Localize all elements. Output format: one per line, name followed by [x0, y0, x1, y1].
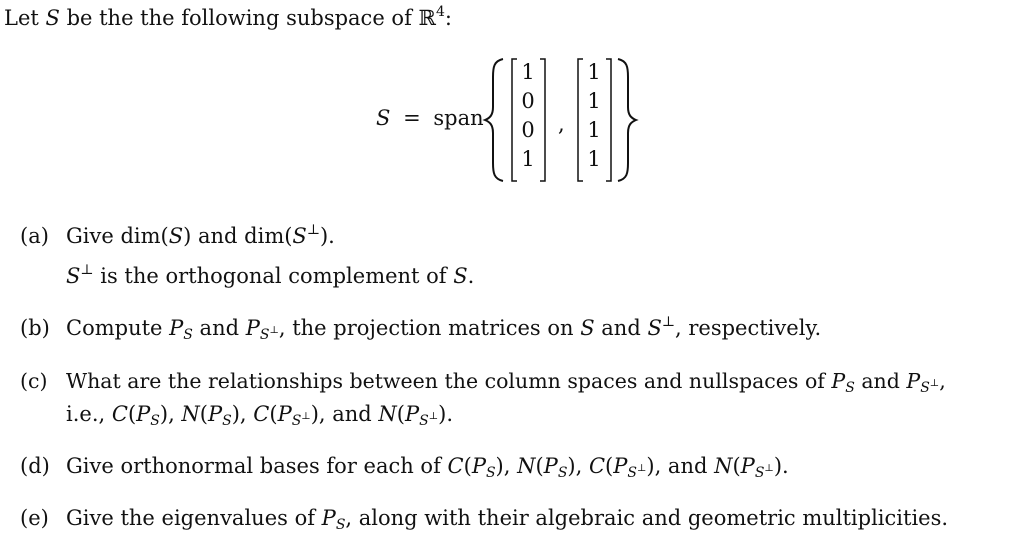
perp-symbol: ⊥: [929, 378, 940, 389]
null-space-symbol: N: [517, 454, 536, 478]
separator: ),: [159, 402, 182, 426]
var-p: P: [208, 402, 223, 426]
var-s: S: [453, 264, 468, 288]
separator: ),: [231, 402, 254, 426]
vector1-entry: 1: [521, 147, 535, 171]
var-s: S: [66, 264, 81, 288]
subscript-s: S: [291, 413, 302, 429]
part-e-label: (e): [20, 506, 49, 530]
part-b: [20, 314, 822, 343]
var-s: S: [580, 316, 595, 340]
part-b-label: (b): [20, 316, 50, 340]
subscript-s: S: [335, 517, 346, 533]
subscript-s: S: [259, 327, 270, 343]
part-e-text: Give the eigenvalues of: [66, 506, 322, 530]
intro-line: [4, 4, 452, 30]
perp-symbol: ⊥: [661, 314, 676, 330]
part-b-text: and: [594, 316, 648, 340]
intro-tail: :: [444, 6, 452, 30]
comma: ,: [939, 369, 946, 393]
part-c-text: and: [854, 369, 907, 393]
vector2-entry: 1: [587, 60, 601, 84]
var-s: S: [168, 224, 184, 248]
var-p: P: [245, 316, 260, 340]
vector1-entry: 0: [521, 89, 535, 113]
part-c-text: What are the relationships between the column spaces and nullspaces of: [66, 369, 832, 393]
col-space-symbol: C: [588, 454, 606, 478]
var-p: P: [405, 402, 420, 426]
vector2-entry: 1: [587, 118, 601, 142]
period: .: [467, 264, 475, 288]
subscript-s: S: [222, 413, 232, 429]
perp-symbol: ⊥: [636, 463, 647, 474]
intro-lead: Let: [4, 6, 46, 30]
vector1-entry: 1: [521, 60, 535, 84]
var-p: P: [740, 454, 755, 478]
var-p: P: [321, 506, 336, 530]
separator: ),: [495, 454, 518, 478]
vector1-right-bracket: [539, 58, 547, 182]
paren: (: [396, 402, 405, 426]
subscript-s: S: [627, 465, 637, 481]
col-space-symbol: C: [447, 454, 464, 478]
left-curly-brace: [483, 57, 507, 183]
period: ).: [773, 454, 789, 478]
perp-symbol: ⊥: [764, 463, 774, 474]
col-space-symbol: C: [111, 402, 128, 426]
part-c-line2: [66, 402, 454, 429]
part-a: [20, 222, 335, 248]
paren: (: [463, 454, 472, 478]
var-p: P: [613, 454, 628, 478]
perp-symbol: ⊥: [269, 325, 279, 336]
part-e: [20, 506, 949, 533]
intro-mid: be the the following subspace of: [59, 6, 419, 30]
null-space-symbol: N: [181, 402, 200, 426]
separator: ),: [567, 454, 589, 478]
subscript-s: S: [419, 413, 429, 429]
part-a-text: ) and dim(: [183, 224, 293, 248]
vector2-entry: 1: [587, 89, 601, 113]
vector2-entry: 1: [587, 147, 601, 171]
real-space-exponent: 4: [435, 4, 445, 20]
part-a-text: ).: [319, 224, 335, 248]
null-space-symbol: N: [378, 402, 397, 426]
var-p: P: [471, 454, 486, 478]
part-e-text: , along with their algebraic and geometric multiplicities.: [345, 506, 949, 530]
part-b-text: Compute: [66, 316, 170, 340]
vector2-left-bracket: [576, 58, 584, 182]
paren: (: [535, 454, 544, 478]
subscript-s: S: [485, 465, 496, 481]
part-d: [20, 454, 789, 481]
part-a-note-text: is the orthogonal complement of: [93, 264, 454, 288]
perp-symbol: ⊥: [80, 262, 94, 278]
paren: (: [269, 402, 278, 426]
period: ).: [438, 402, 454, 426]
equals-sign: =: [403, 106, 421, 130]
paren: (: [199, 402, 208, 426]
part-a-text: Give dim(: [66, 224, 169, 248]
separator: ), and: [646, 454, 715, 478]
subscript-s: S: [557, 465, 568, 481]
col-space-symbol: C: [253, 402, 270, 426]
part-a-note: [66, 262, 475, 288]
subscript-s: S: [150, 413, 160, 429]
vector1-left-bracket: [510, 58, 518, 182]
part-c: [20, 369, 946, 396]
equation-lhs: [376, 108, 484, 129]
part-b-text: , the projection matrices on: [278, 316, 581, 340]
part-c-label: (c): [20, 369, 48, 393]
separator: ), and: [310, 402, 379, 426]
vector2-right-bracket: [605, 58, 613, 182]
null-space-symbol: N: [714, 454, 733, 478]
var-s: S: [292, 224, 307, 248]
perp-symbol: ⊥: [301, 411, 311, 422]
part-d-label: (d): [20, 454, 50, 478]
ie-text: i.e.,: [66, 402, 112, 426]
perp-symbol: ⊥: [306, 222, 320, 238]
var-p: P: [136, 402, 151, 426]
paren: (: [127, 402, 137, 426]
span-word: span: [433, 106, 484, 130]
part-d-text: Give orthonormal bases for each of: [66, 454, 448, 478]
right-curly-brace: [614, 57, 638, 183]
var-p: P: [906, 369, 921, 393]
var-p: P: [543, 454, 558, 478]
subscript-s: S: [920, 380, 930, 396]
var-s: S: [647, 316, 662, 340]
subscript-s: S: [183, 327, 193, 343]
part-a-label: (a): [20, 224, 49, 248]
intro-var: S: [45, 6, 60, 30]
subscript-s: S: [754, 465, 765, 481]
equation-lhs-var: S: [376, 106, 391, 130]
real-space-symbol: ℝ: [418, 6, 436, 30]
vector-separator-comma: ,: [558, 112, 565, 136]
part-b-text: , respectively.: [675, 316, 822, 340]
paren: (: [605, 454, 614, 478]
vector1-entry: 0: [521, 118, 535, 142]
var-p: P: [169, 316, 184, 340]
perp-symbol: ⊥: [428, 411, 439, 422]
part-b-text: and: [192, 316, 246, 340]
subscript-s: S: [845, 380, 855, 396]
paren: (: [732, 454, 741, 478]
var-p: P: [277, 402, 292, 426]
var-p: P: [831, 369, 846, 393]
